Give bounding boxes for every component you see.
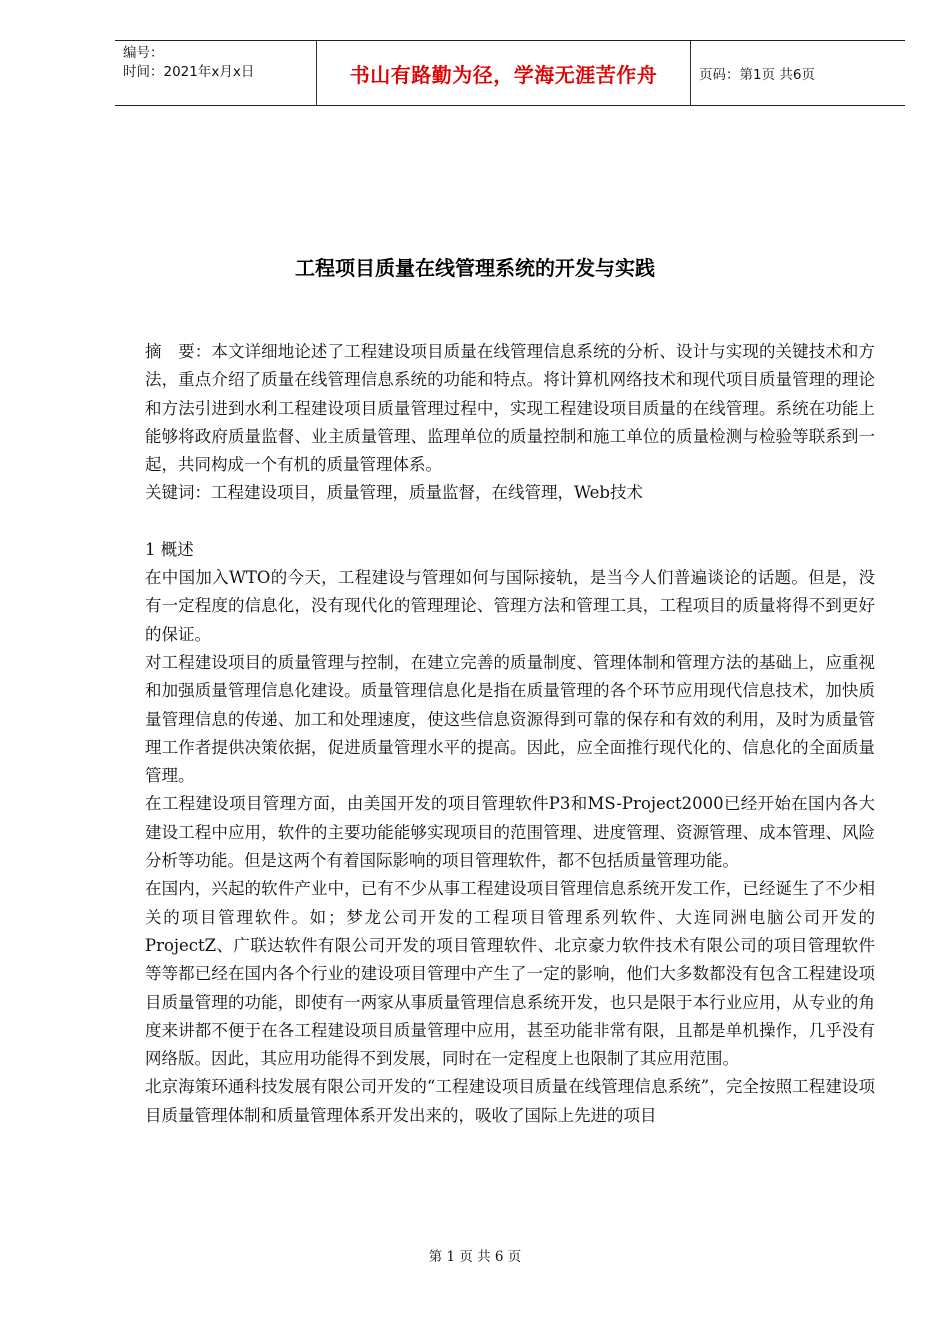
header-motto: 书山有路勤为径，学海无涯苦作舟: [316, 41, 691, 105]
header-page-info: 页码：第1页 共6页: [699, 67, 815, 83]
body-paragraph: 在工程建设项目管理方面，由美国开发的项目管理软件P3和MS-Project2000已经开始在国内各大建设工程中应用，软件的主要功能能够实现项目的范围管理、进度管理、资源管理、成本管理、风险分析等功能。但是这两个有着国际影响的项目管理软件，都不包括质量管理功能。: [145, 794, 875, 871]
section-heading: 1 概述: [145, 539, 194, 559]
keywords-line: 关键词：工程建设项目，质量管理，质量监督，在线管理，Web技术: [145, 483, 643, 503]
body-paragraph: 在国内，兴起的软件产业中，已有不少从事工程建设项目管理信息系统开发工作，已经诞生了不少相关的项目管理软件。如；梦龙公司开发的工程项目管理系列软件、大连同洲电脑公司开发的ProjectZ、广联达软件有限公司开发的项目管理软件、北京豪力软件技术有限公司的项目管理软件等等都已经在国内各个行业的建设项目管理中产生了一定的影响，他们大多数都没有包含工程建设项目质量管理的功能，即使有一两家从事质量管理信息系统开发，也只是限于本行业应用，从专业的角度来讲都不便于在各工程建设项目质量管理中应用，甚至功能非常有限，且都是单机操作，几乎没有网络版。因此，其应用功能得不到发展，同时在一定程度上也限制了其应用范围。: [145, 879, 875, 1069]
body-paragraph: 对工程建设项目的质量管理与控制，在建立完善的质量制度、管理体制和管理方法的基础上，应重视和加强质量管理信息化建设。质量管理信息化是指在质量管理的各个环节应用现代信息技术，加快质量管理信息的传递、加工和处理速度，使这些信息资源得到可靠的保存和有效的利用，及时为质量管理工作者提供决策依据，促进质量管理水平的提高。因此，应全面推行现代化的、信息化的全面质量管理。: [145, 652, 875, 786]
section-spacer: [145, 508, 875, 536]
body-paragraph: 在中国加入WTO的今天，工程建设与管理如何与国际接轨，是当今人们普遍谈论的话题。但是，没有一定程度的信息化，没有现代化的管理理论、管理方法和管理工具，工程项目的质量将得不到更好的保证。: [145, 568, 875, 644]
body-paragraph: 北京海策环通科技发展有限公司开发的“工程建设项目质量在线管理信息系统”，完全按照工程建设项目质量管理体制和质量管理体系开发出来的，吸收了国际上先进的项目: [145, 1077, 875, 1125]
abstract-paragraph: 摘 要：本文详细地论述了工程建设项目质量在线管理信息系统的分析、设计与实现的关键技术和方法，重点介绍了质量在线管理信息系统的功能和特点。将计算机网络技术和现代项目质量管理的理论和方法引进到水利工程建设项目质量管理过程中，实现工程建设项目质量的在线管理。系统在功能上能够将政府质量监督、业主质量管理、监理单位的质量控制和施工单位的质量检测与检验等联系到一起，共同构成一个有机的质量管理体系。: [145, 342, 875, 475]
page-footer: 第 1 页 共 6 页: [428, 1249, 522, 1265]
document-body: [145, 338, 875, 1130]
header-time: 时间：2021年x月x日: [123, 64, 255, 80]
header-meta: [123, 44, 254, 82]
document-title: 工程项目质量在线管理系统的开发与实践: [295, 256, 655, 280]
header-table: [115, 40, 905, 106]
header-number: 编号：: [123, 45, 164, 61]
